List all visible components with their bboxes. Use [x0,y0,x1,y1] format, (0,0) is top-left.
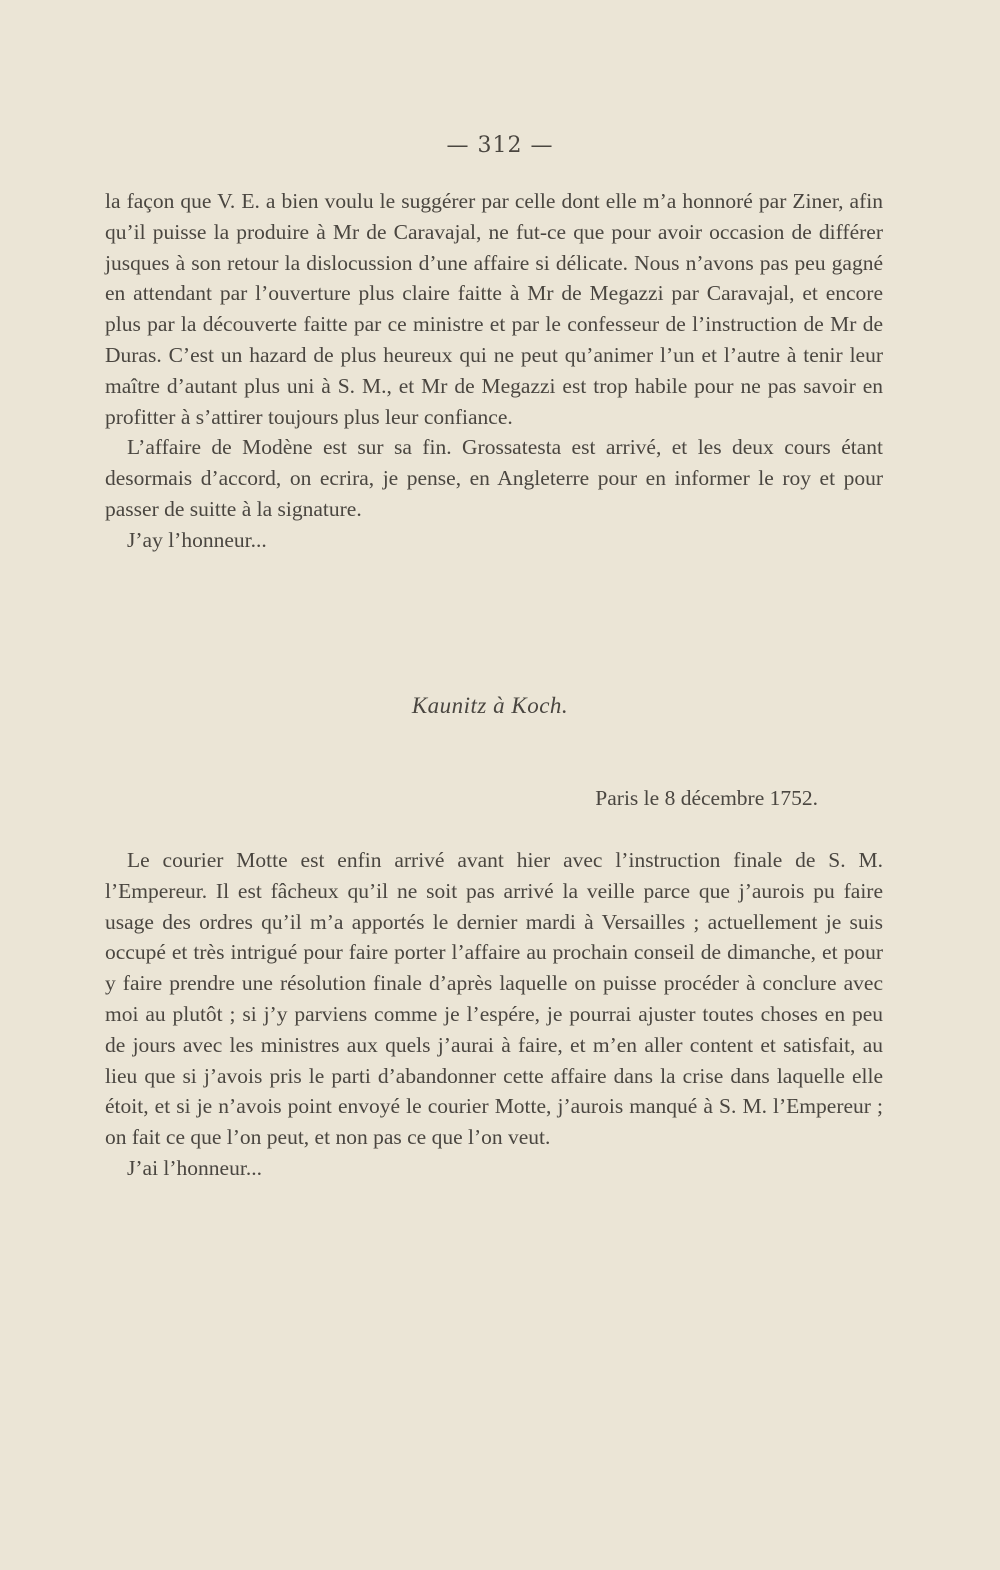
letter-body [105,845,883,1184]
paragraph: L’affaire de Modène est sur sa fin. Grossatesta est arrivé, et les deux cours étant desormais d’accord, on ecrira, je pense, en Angleterre pour en informer le roy et pour passer de suitte à la signature. [105,435,883,521]
letter-heading: Kaunitz à Koch. [411,693,569,718]
letter-dateline: Paris le 8 décembre 1752. [595,786,818,810]
letter-closing: J’ay l’honneur... [127,527,267,552]
letter-closing: J’ai l’honneur... [127,1155,262,1180]
paragraph: la façon que V. E. a bien voulu le suggérer par celle dont elle m’a honnoré par Ziner, afin qu’il puisse la produire à Mr de Caravajal, ne fut-ce que pour avoir occasion de différer jusques à son retour la dislocussion d’une affaire si délicate. Nous n’avons pas peu gagné en attendant par l’ouverture plus claire faitte à Mr de Megazzi par Caravajal, et encore plus par la découverte faitte par ce ministre et par le confesseur de l’instruction de Mr de Duras. C’est un hazard de plus heureux qui ne peut qu’animer l’un et l’autre à tenir leur maître d’autant plus uni à S. M., et Mr de Megazzi est trop habile pour ne pas savoir en profitter à s’attirer toujours plus leur confiance. [105,189,883,429]
paragraph: Le courier Motte est enfin arrivé avant hier avec l’instruction finale de S. M. l’Empereur. Il est fâcheux qu’il ne soit pas arrivé la veille parce que j’aurois pu faire usage des ordres qu’il m’a apportés le dernier mardi à Versailles ; actuellement je suis occupé et très intrigué pour faire porter l’affaire au prochain conseil de dimanche, et pour y faire prendre une résolution finale d’après laquelle on puisse procéder à conclure avec moi au plutôt ; si j’y parviens comme je l’espére, je pourrai ajuster toutes choses en peu de jours avec les ministres aux quels j’aurai à faire, et m’en aller content et satisfait, au lieu que si j’avois pris le parti d’abandonner cette affaire dans la crise dans laquelle elle étoit, et si je n’avois point envoyé le courier Motte, j’aurois manqué à S. M. l’Empereur ; on fait ce que l’on peut, et non pas ce que l’on veut. [105,848,883,1150]
letter-continuation [105,186,883,556]
page-number: — 312 — [446,133,554,158]
